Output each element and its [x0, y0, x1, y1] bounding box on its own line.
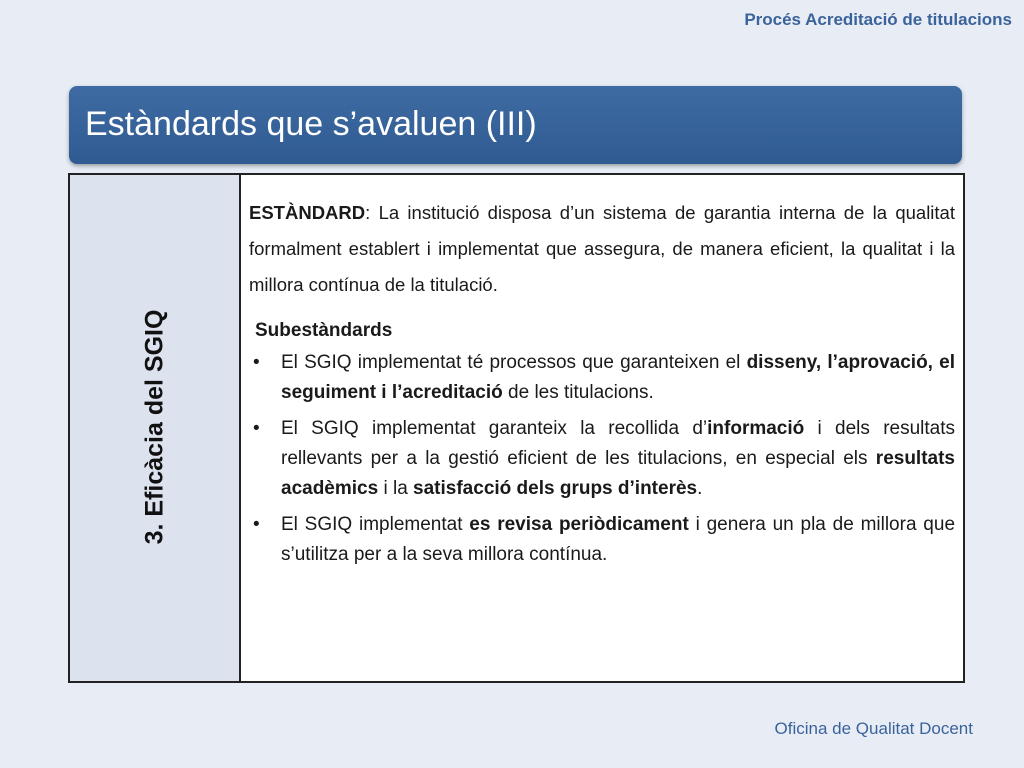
- bullet-text: de les titulacions.: [502, 382, 654, 403]
- bullet-glyph: •: [253, 352, 260, 373]
- standard-text: La institució disposa d’un sistema de garantia interna de la qualitat formalment establert i implementat que assegura, de manera eficient, la qualitat i la millora contínua de la titulació.: [249, 202, 955, 295]
- substandards-heading: Subestàndards: [255, 320, 393, 341]
- bullet-text: El SGIQ implementat garanteix la recollida d’: [281, 418, 708, 439]
- standard-paragraph: [249, 195, 955, 303]
- slide-title: Estàndards que s’avaluen (III): [85, 105, 537, 143]
- bullet-text: i dels resultats rellevants per a la gestió eficient de les titulacions, en especial els: [281, 418, 955, 469]
- list-item: [249, 348, 955, 408]
- bullet-bold-text: resultats acadèmics: [281, 448, 955, 499]
- substandards-list: [249, 348, 955, 570]
- standards-table: [68, 173, 965, 683]
- slide-title-bar: [69, 86, 962, 164]
- bullet-bold-text: satisfacció dels grups d’interès: [413, 478, 698, 499]
- header-title: Procés Acreditació de titulacions: [744, 10, 1012, 29]
- bullet-text: i genera un pla de millora que s’utilitza per a la seva millora contínua.: [281, 514, 956, 565]
- bullet-bold-text: disseny, l’aprovació, el seguiment i l’acreditació: [281, 352, 955, 403]
- bullet-bold-text: es revisa periòdicament: [469, 514, 689, 535]
- list-item: [249, 510, 955, 570]
- bullet-glyph: •: [253, 418, 260, 439]
- standard-label: ESTÀNDARD: [249, 202, 366, 223]
- bullet-text: El SGIQ implementat: [281, 514, 470, 535]
- list-item: [249, 414, 955, 504]
- footer-label: Oficina de Qualitat Docent: [774, 719, 973, 738]
- bullet-text: El SGIQ implementat té processos que garanteixen el: [281, 352, 747, 373]
- bullet-text: .: [697, 478, 703, 499]
- bullet-glyph: •: [253, 514, 260, 535]
- standard-separator: :: [365, 202, 379, 223]
- content-cell: [241, 175, 963, 681]
- bullet-text: i la: [378, 478, 414, 499]
- category-cell: [70, 175, 241, 681]
- bullet-bold-text: informació: [707, 418, 805, 439]
- category-label: 3. Eficàcia del SGIQ: [140, 309, 169, 545]
